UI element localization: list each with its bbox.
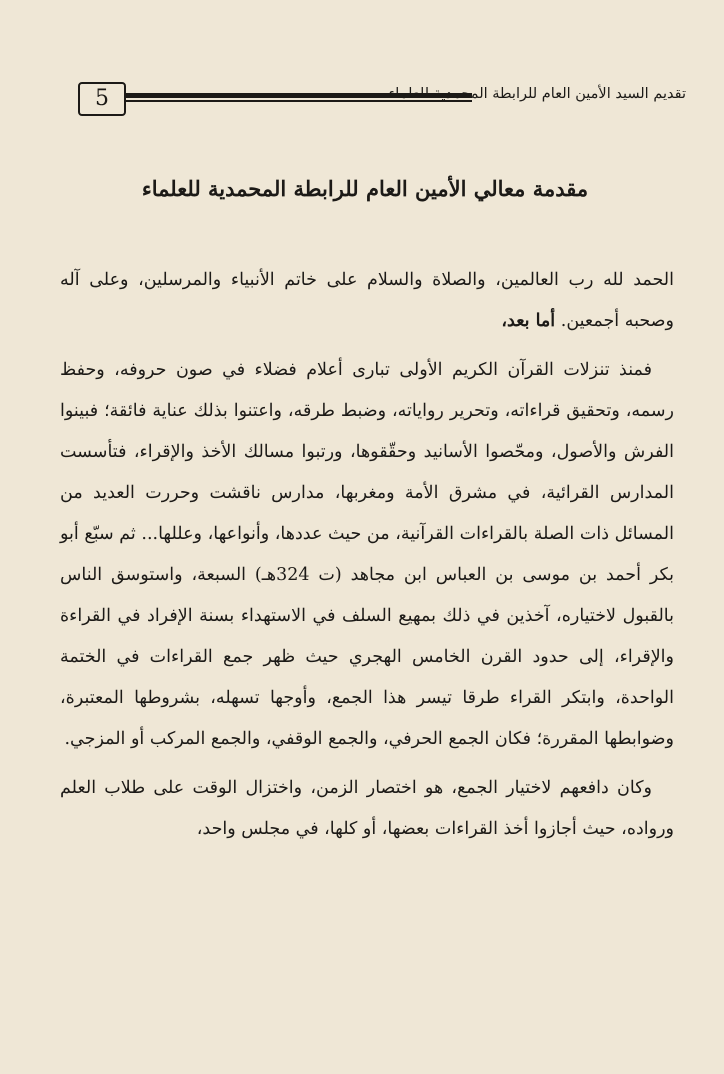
page-number: 5 — [78, 82, 126, 116]
paragraph-1 — [60, 260, 674, 342]
running-title: تقديم السيد الأمين العام للرابطة المحمدية للعلماء — [388, 86, 686, 102]
paragraph-1-emphasis: أما بعد، — [501, 311, 556, 331]
paragraph-3: وكان دافعهم لاختيار الجمع، هو اختصار الزمن، واختزال الوقت على طلاب العلم ورواده، حيث أجازوا أخذ القراءات بعضها، أو كلها، في مجلس واحد، — [60, 778, 674, 839]
paragraph-2: فمنذ تنزلات القرآن الكريم الأولى تبارى أعلام فضلاء في صون حروفه، وحفظ رسمه، وتحقيق قراءاته، وتحرير رواياته، وضبط طرقه، واعتنوا بذلك عناية فائقة؛ فبينوا الفرش والأصول، ومحّصوا الأسانيد وحقّقوها، ورتبوا مسالك الأخذ والإقراء، فتأسست المدارس القرائية، في مشرق الأمة ومغربها، مدارس ناقشت وحررت العديد من المسائل ذات الصلة بالقراءات القرآنية، من حيث عددها، وأنواعها، وعللها... ثم سبّع أبو بكر أحمد بن موسى بن العباس ابن مجاهد (ت 324هـ) السبعة، واستوسق الناس بالقبول لاختياره، آخذين في ذلك بمهيع السلف في الاستهداء بسنة الإفراد في القراءة والإقراء، إلى حدود القرن الخامس الهجري حيث ظهر جمع القراءات في الختمة الواحدة، وابتكر القراء طرقا تيسر هذا الجمع، وأوجها تسهله، بشروطها المعتبرة، وضوابطها المقررة؛ فكان الجمع الحرفي، والجمع الوقفي، والجمع المركب أو المزجي. — [60, 360, 675, 749]
section-heading: مقدمة معالي الأمين العام للرابطة المحمدية للعلماء — [141, 176, 589, 201]
running-header — [78, 82, 686, 116]
body-text — [60, 260, 674, 858]
paragraph-1-text: الحمد لله رب العالمين، والصلاة والسلام على خاتم الأنبياء والمرسلين، وعلى آله وصحبه أجمعين. — [60, 270, 674, 331]
